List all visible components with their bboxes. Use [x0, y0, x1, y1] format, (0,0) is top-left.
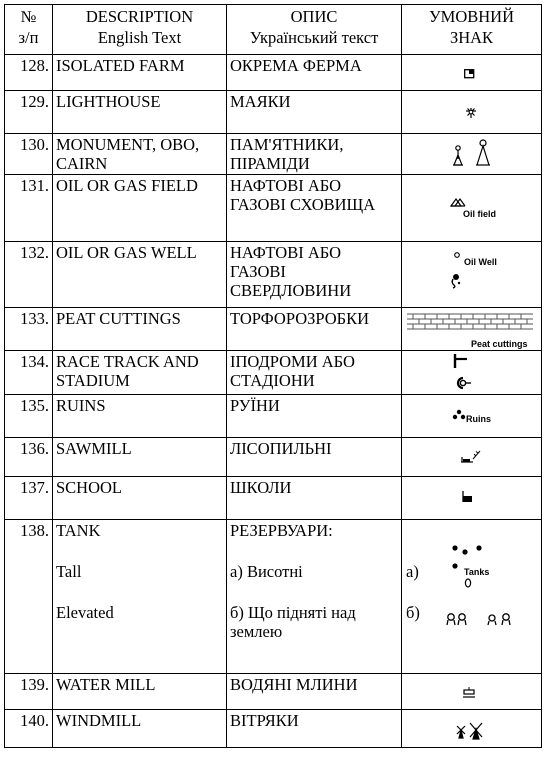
row-number: 140.	[5, 710, 53, 748]
table-row	[5, 351, 542, 395]
tank-title-en: TANK	[56, 521, 101, 540]
row-description-en: ISOLATED FARM	[53, 55, 227, 91]
tank-tall-en: Tall	[56, 562, 82, 581]
row-number: 132.	[5, 242, 53, 308]
tank-title-ua: РЕЗЕРВУАРИ:	[230, 521, 333, 540]
oil-well-label: Oil Well	[464, 257, 497, 267]
peat-cuttings-label: Peat cuttings	[471, 339, 528, 349]
table-row	[5, 134, 542, 175]
row-symbol	[402, 477, 542, 520]
row-number: 136.	[5, 438, 53, 477]
row-number: 138.	[5, 520, 53, 674]
header-number	[5, 5, 53, 55]
row-symbol	[402, 91, 542, 134]
row-description-ua: ІПОДРОМИ АБО СТАДІОНИ	[227, 351, 402, 395]
table-row	[5, 395, 542, 438]
row-description-en: PEAT CUTTINGS	[53, 308, 227, 351]
gas-well-icon	[450, 273, 462, 289]
header-symbol-line1: УМОВНИЙ	[428, 7, 515, 26]
row-number: 134.	[5, 351, 53, 395]
table-row	[5, 55, 542, 91]
ruins-label: Ruins	[466, 414, 492, 424]
row-description-ua: МАЯКИ	[227, 91, 402, 134]
map-symbols-table	[4, 4, 542, 748]
isolated-farm-icon	[464, 69, 476, 79]
windmill-icon	[456, 722, 486, 740]
row-description-en: WINDMILL	[53, 710, 227, 748]
lighthouse-icon	[465, 107, 477, 119]
header-symbol-line2: ЗНАК	[449, 28, 494, 47]
table-row	[5, 710, 542, 748]
header-opys-line2: Український текст	[249, 28, 379, 47]
header-description	[53, 5, 227, 55]
row-symbol	[402, 134, 542, 175]
header-row	[5, 5, 542, 55]
row-description-ua: ВІТРЯКИ	[227, 710, 402, 748]
row-symbol	[402, 710, 542, 748]
row-number: 130.	[5, 134, 53, 175]
header-symbol	[402, 5, 542, 55]
row-symbol	[402, 520, 542, 674]
row-description-en: SAWMILL	[53, 438, 227, 477]
row-description-ua: НАФТОВІ АБО ГАЗОВІ СХОВИЩА	[227, 175, 402, 242]
header-opys-line1: ОПИС	[290, 7, 338, 26]
elevated-tanks-icon	[446, 612, 514, 628]
row-number: 129.	[5, 91, 53, 134]
sawmill-icon	[460, 450, 482, 464]
row-symbol	[402, 395, 542, 438]
row-description-ua: ШКОЛИ	[227, 477, 402, 520]
row-symbol	[402, 438, 542, 477]
row-description-en: MONUMENT, OBO, CAIRN	[53, 134, 227, 175]
table-row	[5, 438, 542, 477]
row-description-en: LIGHTHOUSE	[53, 91, 227, 134]
row-number: 133.	[5, 308, 53, 351]
row-description-en: RUINS	[53, 395, 227, 438]
table-row	[5, 674, 542, 710]
row-symbol	[402, 674, 542, 710]
row-description-en: SCHOOL	[53, 477, 227, 520]
tank-tall-ua: а) Висотні	[230, 562, 303, 581]
row-description-ua: ТОРФОРОЗРОБКИ	[227, 308, 402, 351]
row-description-en	[53, 520, 227, 674]
row-symbol	[402, 308, 542, 351]
row-symbol	[402, 351, 542, 395]
tank-letter-a: а)	[406, 562, 419, 581]
header-description-line2: English Text	[97, 28, 182, 47]
table-row	[5, 91, 542, 134]
row-description-ua: ВОДЯНІ МЛИНИ	[227, 674, 402, 710]
row-number: 131.	[5, 175, 53, 242]
row-description-ua: ПАМ'ЯТНИКИ, ПІРАМІДИ	[227, 134, 402, 175]
row-description-en: WATER MILL	[53, 674, 227, 710]
school-icon	[462, 491, 474, 503]
oil-well-icon	[454, 252, 460, 258]
row-description-ua	[227, 520, 402, 674]
row-description-en: OIL OR GAS FIELD	[53, 175, 227, 242]
monument-icon	[453, 140, 493, 168]
tank-letter-b: б)	[406, 603, 420, 622]
row-description-ua: ЛІСОПИЛЬНІ	[227, 438, 402, 477]
header-description-line1: DESCRIPTION	[85, 7, 194, 26]
stadium-icon	[454, 377, 472, 389]
row-description-en: RACE TRACK AND STADIUM	[53, 351, 227, 395]
tank-outline-icon	[464, 577, 472, 589]
race-track-icon	[453, 354, 469, 368]
row-symbol	[402, 175, 542, 242]
table-row	[5, 308, 542, 351]
water-mill-icon	[463, 687, 475, 698]
row-description-ua: РУЇНИ	[227, 395, 402, 438]
row-description-ua: ОКРЕМА ФЕРМА	[227, 55, 402, 91]
row-description-en: OIL OR GAS WELL	[53, 242, 227, 308]
row-symbol	[402, 242, 542, 308]
table-row	[5, 520, 542, 674]
row-description-ua: НАФТОВІ АБО ГАЗОВІ СВЕРДЛОВИНИ	[227, 242, 402, 308]
oil-field-label: Oil field	[463, 209, 497, 219]
tank-elevated-ua: б) Що підняті над землею	[230, 603, 356, 641]
header-number-line1: №	[20, 7, 37, 26]
row-number: 135.	[5, 395, 53, 438]
row-number: 128.	[5, 55, 53, 91]
header-number-line2: з/п	[18, 28, 39, 47]
table-row	[5, 242, 542, 308]
row-symbol	[402, 55, 542, 91]
tank-elevated-en: Elevated	[56, 603, 114, 622]
header-opys	[227, 5, 402, 55]
tanks-label: Tanks	[464, 567, 490, 577]
row-number: 137.	[5, 477, 53, 520]
row-number: 139.	[5, 674, 53, 710]
peat-cuttings-icon	[407, 312, 533, 330]
table-row	[5, 175, 542, 242]
table-row	[5, 477, 542, 520]
